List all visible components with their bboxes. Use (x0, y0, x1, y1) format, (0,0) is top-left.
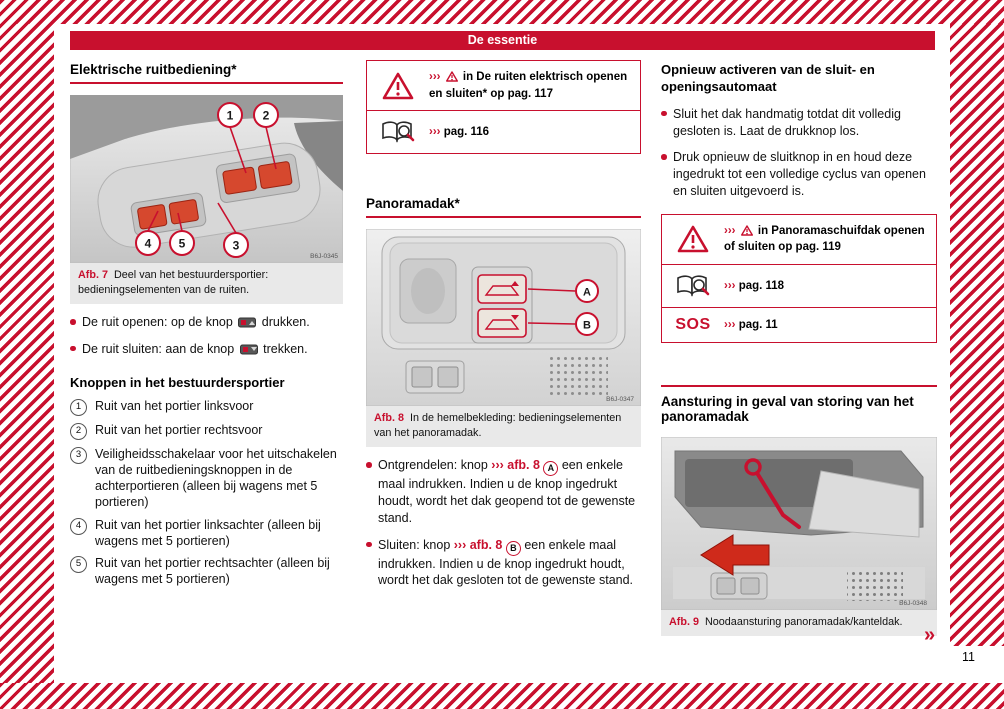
subheading-driver-door-buttons: Knoppen in het bestuurdersportier (70, 374, 285, 390)
sos-icon (672, 316, 714, 334)
item-text: Ruit van het portier rechtsachter (alleen bij wagens met 5 portieren) (95, 556, 330, 587)
front-window-switch-left (223, 167, 257, 195)
item-text: Veiligheidsschakelaar voor het uitschakelen van de ruitbedieningsknoppen in de achterportieren (alleen bij wagens met 5 portieren) (95, 446, 337, 510)
reference-box-roof (661, 214, 937, 343)
legend-list (70, 398, 343, 588)
hatched-border-bottom (0, 683, 1004, 709)
bullet-text: Ontgrendelen: knop (378, 458, 492, 473)
callout-a: A (583, 286, 591, 299)
hatched-border-left (0, 24, 54, 683)
figure-8-caption (366, 406, 641, 447)
figure-9-label: Afb. 9 (669, 615, 699, 628)
refbox-row-warning (367, 61, 640, 110)
red-rule (366, 216, 641, 218)
window-open-button-icon (238, 316, 256, 328)
list-item (70, 517, 343, 550)
bullet-text: Sluiten: knop (378, 537, 454, 552)
bullet-text: een enkele maal indrukken. Indien u de knop ingedrukt houdt, wordt het dak geopend tot de gewenste stand. (378, 458, 636, 525)
callout-4: 4 (144, 236, 152, 251)
red-rule (70, 82, 343, 84)
figure-8-code: B6J-0347 (606, 396, 634, 404)
bullet-text: een enkele maal indrukken. Indien u de knop ingedrukt houdt, wordt het dak gesloten tot de gewenste stand. (378, 537, 634, 588)
section-title-window-controls: Elektrische ruitbediening* (70, 62, 237, 77)
bullet-icon (661, 111, 667, 117)
refbox-text (724, 278, 784, 295)
page-number: 11 (962, 650, 975, 664)
item-number-badge: 4 (70, 518, 87, 535)
ref-text: in De ruiten elektrisch openen en sluiten* op pag. 117 (429, 71, 628, 100)
chapter-header: De essentie (70, 31, 935, 50)
callout-5: 5 (178, 236, 186, 251)
speaker-grille (546, 357, 608, 397)
list-item (70, 422, 343, 440)
figure-9-caption (661, 610, 937, 637)
hatched-border-top (0, 0, 1004, 24)
item-text: Ruit van het portier linksachter (alleen bij wagens met 5 portieren) (95, 517, 321, 548)
rear-window-switch-left (137, 204, 167, 229)
ref-text: in Panoramaschuifdak openen of sluiten op pag. 119 (724, 224, 925, 254)
figure-reference: ››› afb. 8 (453, 537, 506, 552)
bullet-text: Sluit het dak handmatig totdat dit volledig gesloten is. Laat de drukknop los. (673, 106, 901, 138)
bullet-window-close (70, 341, 343, 358)
figure-8-caption-text: In de hemelbekleding: bedieningselementen van het panoramadak. (374, 412, 622, 439)
callout-2: 2 (262, 108, 270, 123)
refbox-text (429, 124, 489, 141)
figure-reference: ››› afb. 8 (491, 458, 544, 473)
column-right (661, 60, 937, 636)
ref-text: pag. 116 (443, 126, 490, 138)
warning-triangle-icon (672, 225, 714, 253)
refbox-text (429, 69, 630, 102)
ref-marker: ››› (429, 126, 444, 138)
figure-7-code: B6J-0345 (310, 253, 338, 260)
bullet-text: drukken. (258, 315, 310, 330)
item-number-badge: 5 (70, 556, 87, 573)
list-item (70, 398, 343, 416)
bullet-roof-close (366, 537, 641, 590)
section-title-emergency-operation: Aansturing in geval van storing van het panoramadak (661, 393, 914, 424)
book-magnifier-icon (672, 273, 714, 299)
spacer (366, 154, 641, 194)
book-magnifier-icon (377, 119, 419, 145)
figure-7-label: Afb. 7 (78, 269, 108, 281)
refbox-text (724, 223, 926, 256)
callout-3: 3 (232, 238, 240, 253)
bullet-roof-unlock (366, 457, 641, 526)
item-text: Ruit van het portier linksvoor (95, 398, 254, 413)
bullet-text: trekken. (259, 341, 308, 356)
refbox-row-book (662, 264, 936, 307)
refbox-row-warning (662, 215, 936, 264)
hatched-border-right (950, 24, 1004, 646)
bullet-icon (366, 542, 372, 548)
refbox-row-book (367, 110, 640, 153)
refbox-row-sos (662, 307, 936, 342)
bullet-window-open (70, 314, 343, 331)
figure-7-caption (70, 263, 343, 304)
list-item (70, 446, 343, 511)
sos-label: SOS (675, 315, 711, 333)
list-item (70, 555, 343, 588)
subheading-reactivate-automatic: Opnieuw activeren van de sluit- en openingsautomaat (661, 62, 875, 94)
ref-text: pag. 11 (738, 318, 778, 331)
bullet-close-manually (661, 106, 937, 140)
bullet-press-again (661, 149, 937, 199)
page-number-corner (950, 646, 1004, 683)
speaker-grille (847, 569, 903, 601)
reference-box-windows (366, 60, 641, 154)
refbox-text (724, 317, 778, 334)
bullet-icon (661, 154, 667, 160)
rear-window-switch-right (169, 199, 199, 224)
bullet-text: De ruit openen: op de knop (82, 315, 237, 330)
column-left (70, 60, 343, 594)
ref-marker: ››› (724, 318, 739, 331)
inline-warning-icon (741, 225, 753, 236)
figure-9-code: B6J-0348 (899, 599, 927, 607)
bullet-icon (70, 319, 76, 325)
figure-7-caption-text: Deel van het bestuurdersportier: bedieningselementen van de ruiten. (78, 269, 269, 296)
item-number-badge: 2 (70, 423, 87, 440)
ref-marker: ››› (724, 279, 739, 292)
bullet-icon (70, 346, 76, 352)
bullet-text: Druk opnieuw de sluitknop in en houd deze ingedrukt tot een volledige cyclus van openen en sluiten uitgevoerd is. (673, 150, 926, 198)
ref-marker: ››› (429, 71, 444, 83)
section-title-panoramic-roof: Panoramadak* (366, 196, 460, 212)
red-rule (661, 385, 937, 387)
bullet-text: De ruit sluiten: aan de knop (82, 341, 238, 356)
callout-b-inline: B (506, 541, 521, 556)
window-close-button-icon (240, 343, 258, 355)
callout-1: 1 (226, 108, 234, 123)
figure-9-emergency-crank-image (661, 437, 937, 610)
bullet-icon (366, 462, 372, 468)
item-text: Ruit van het portier rechtsvoor (95, 422, 263, 437)
figure-8-label: Afb. 8 (374, 412, 404, 425)
figure-9-caption-text: Noodaansturing panoramadak/kanteldak. (705, 615, 903, 628)
section-emergency-operation (661, 385, 937, 424)
warning-triangle-icon (377, 72, 419, 100)
item-number-badge: 1 (70, 399, 87, 416)
column-middle (366, 60, 641, 599)
callout-a-inline: A (543, 461, 558, 476)
ref-text: pag. 118 (738, 279, 785, 292)
ref-marker: ››› (724, 224, 739, 237)
roof-close-button (478, 309, 526, 337)
figure-7-door-panel-image (70, 95, 343, 263)
callout-b: B (583, 319, 591, 332)
item-number-badge: 3 (70, 447, 87, 464)
inline-warning-icon (446, 71, 458, 82)
figure-8-overhead-console-image (366, 229, 641, 406)
continuation-mark: » (924, 624, 936, 646)
roof-open-button (478, 275, 526, 303)
